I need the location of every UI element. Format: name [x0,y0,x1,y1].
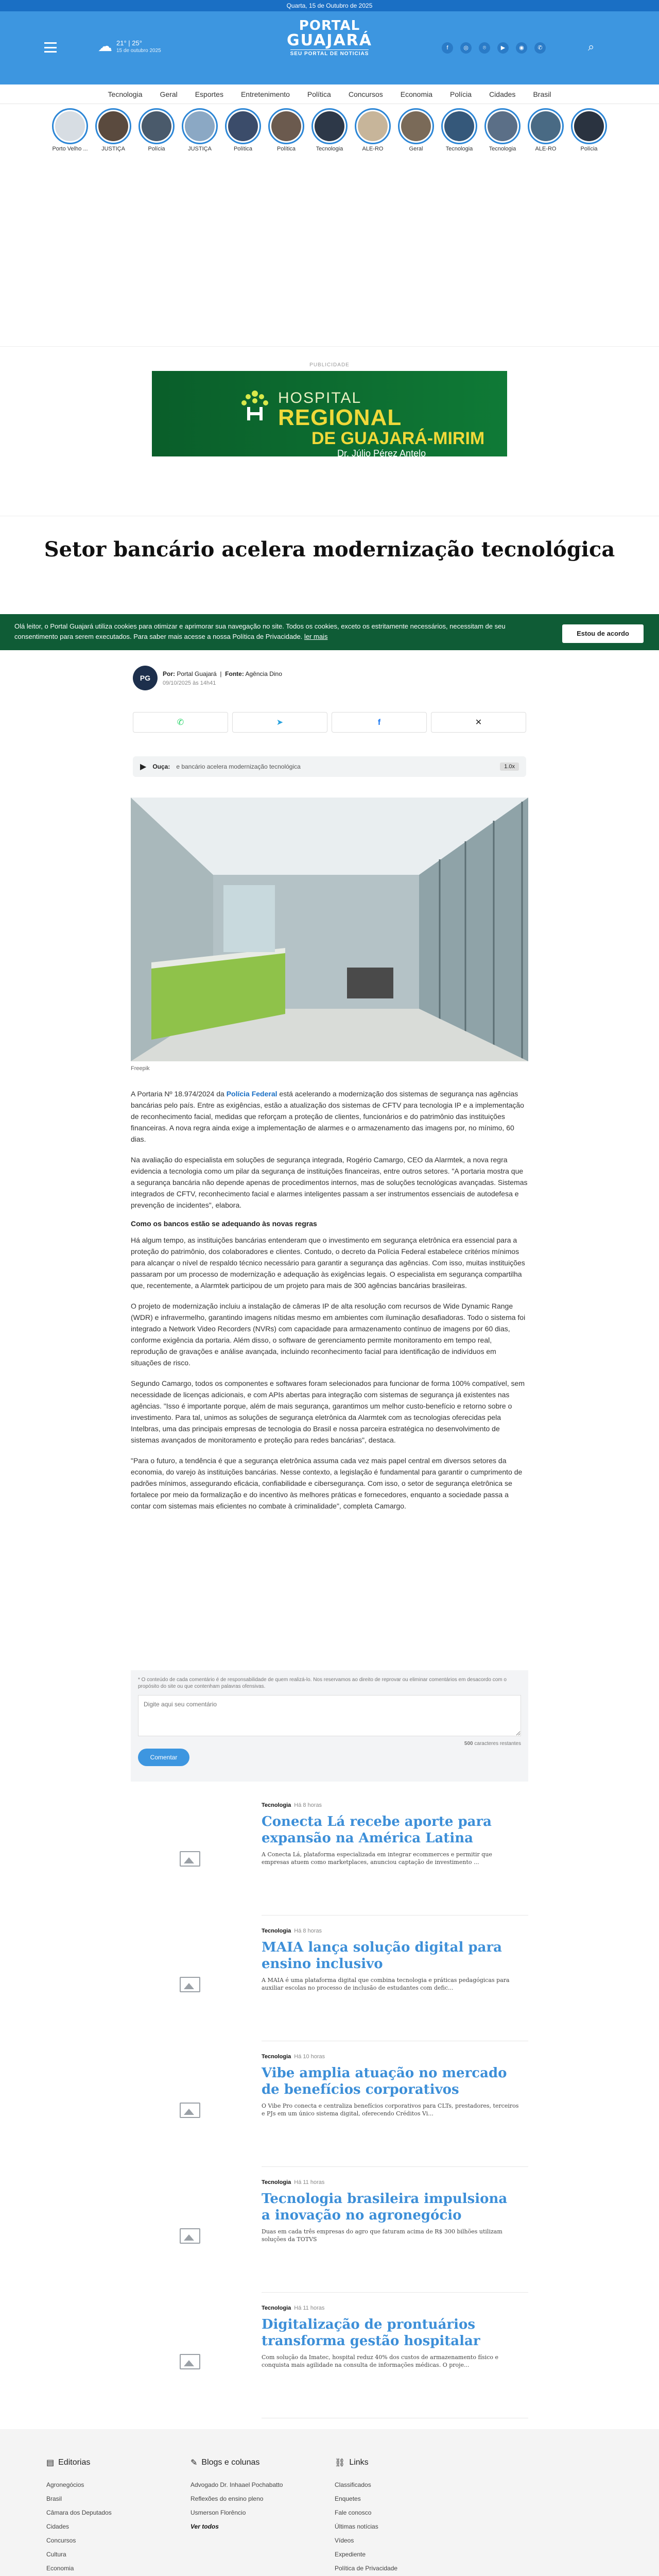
footer-link[interactable]: Usmerson Florêncio [190,2509,246,2516]
hospital-logo-icon [237,386,273,422]
news-category-line [262,2054,519,2060]
facebook-icon: f [377,718,381,727]
share-whatsapp-button[interactable] [133,712,228,733]
story-carousel [0,104,659,156]
news-category[interactable]: Tecnologia [262,2054,291,2060]
story-thumbnail [444,111,474,141]
source-prefix: Fonte: [225,670,244,677]
story-item[interactable] [354,108,391,156]
footer-blogs [190,2458,319,2534]
news-item[interactable] [131,2054,528,2167]
instagram-icon[interactable]: ◎ [460,42,472,54]
menu-icon[interactable] [44,42,57,53]
hospital-banner[interactable] [152,371,507,459]
story-ring [95,108,131,144]
story-label: JUSTIÇA [101,146,125,152]
temp-max: 25° [132,39,142,47]
story-item[interactable] [397,108,435,156]
banner-line-2: REGIONAL [278,405,402,430]
story-label: Polícia [148,146,165,152]
audio-player [133,756,526,777]
story-thumbnail [401,111,431,141]
cookie-banner [0,614,659,650]
weather-date: 15 de outubro 2025 [116,48,161,54]
news-thumbnail [131,2311,249,2412]
cookie-read-more-link[interactable]: ler mais [304,633,328,640]
newspaper-icon: ▤ [46,2459,55,2467]
paragraph-1 [131,1088,528,1145]
whatsapp-icon[interactable]: ✆ [534,42,546,54]
story-ring [52,108,88,144]
cloud-icon: ☁ [98,38,112,54]
news-thumbnail [131,2185,249,2286]
footer-col3-items [335,2478,463,2575]
news-time: Há 8 horas [294,1802,322,1808]
image-placeholder-icon [180,2228,200,2244]
source-name: Agência Dino [245,670,282,677]
story-ring [311,108,348,144]
story-label: JUSTIÇA [188,146,212,152]
news-category[interactable]: Tecnologia [262,2179,291,2185]
story-ring [398,108,434,144]
story-ring [484,108,521,144]
story-item[interactable] [51,108,89,156]
story-label: Tecnologia [489,146,516,152]
story-item[interactable] [441,108,478,156]
news-category-line [262,1802,519,1808]
publicity-tag: PUBLICIDADE [309,362,350,368]
story-thumbnail [142,111,171,141]
story-thumbnail [358,111,388,141]
search-icon[interactable]: ⌕ [588,40,595,53]
story-ring [441,108,477,144]
footer-link[interactable]: Expediente [335,2551,366,2558]
paragraph-2: Na avaliação do especialista em soluções de segurança integrada, Rogério Camargo, CEO da Alarmtek, a nova regra evidencia a tecnologia como um pilar da segurança de instituições financeiras, entre outros setores. "A portaria mostra que a segurança bancária não depende apenas de procedimentos internos, mas de soluções tecnológicas avançadas. Sistemas integrados de CFTV, reconhecimento facial e alarmes inteligentes passam a ser instrumentos essenciais de autodefesa e prevenção de incidentes", elabora. [131,1156,528,1209]
news-summary: Com solução da Imatec, hospital reduz 40% dos custos de armazenamento físico e conquista mais agilidade na consulta de informações médicas. O proje... [262,2354,499,2368]
telegram-icon: ➤ [276,718,284,727]
story-thumbnail [488,111,517,141]
banner-line-4: Dr. Júlio Pérez Antelo [337,448,426,459]
submit-comment-button[interactable]: Comentar [138,1749,189,1766]
news-category[interactable]: Tecnologia [262,1928,291,1934]
player-title: e bancário acelera modernização tecnológica [176,763,301,770]
story-item[interactable] [138,108,175,156]
news-divider [262,2166,528,2167]
author-prefix: Por: [163,670,175,677]
news-title[interactable]: Conecta Lá recebe aporte para expansão na América Latina [262,1814,492,1846]
link-icon: ⛓ [335,2459,345,2467]
paragraph-3: Há algum tempo, as instituições bancárias entenderam que o investimento em segurança eletrônica era essencial para a proteção do patrimônio, dos colaboradores e clientes. Contudo, o decreto da Polícia Federal estabelece critérios mínimos para alcançar o nível de respaldo técnico necessário para garantir a segurança das agências. Com isso, muitas instituições passaram por um processo de modernização e adequação às exigências legais. O especialista em segurança compartilha que, recentemente, a Alarmtek participou de um projeto para mais de 300 agências bancárias brasileiras. [131,1236,525,1290]
news-category-line [262,2179,519,2185]
story-ring [225,108,261,144]
footer-link[interactable]: Advogado Dr. Inhaael Pochabatto [190,2481,283,2488]
threads-icon[interactable]: ⌾ [479,42,490,54]
char-count: 500 [464,1741,473,1747]
author-name[interactable]: Portal Guajará [177,670,217,677]
top-date-bar [0,0,659,11]
footer-link[interactable]: Economia [46,2565,74,2572]
nav-concursos[interactable]: Concursos [348,90,383,98]
story-label: Geral [409,146,423,152]
article-body [131,1088,528,1521]
playback-speed[interactable]: 1.0x [500,762,519,771]
story-item[interactable] [224,108,262,156]
news-item[interactable] [131,2305,528,2418]
news-time: Há 11 horas [294,2179,325,2185]
story-item[interactable] [95,108,132,156]
nav-brasil[interactable]: Brasil [533,90,551,98]
social-links [442,42,546,54]
story-ring [138,108,175,144]
nav-tecnologia[interactable]: Tecnologia [108,90,143,98]
image-placeholder-icon [180,2103,200,2118]
story-label: Tecnologia [316,146,343,152]
story-thumbnail [185,111,215,141]
article-photo [131,798,528,1061]
image-placeholder-icon [180,2354,200,2369]
story-thumbnail [531,111,561,141]
story-thumbnail [228,111,258,141]
comment-section [131,1670,528,1782]
story-ring [355,108,391,144]
share-x-button[interactable] [431,712,526,733]
story-label: ALE-RO [535,146,557,152]
photo-credit: Freepik [131,1065,150,1072]
policia-federal-link[interactable]: Polícia Federal [226,1090,278,1098]
comment-input[interactable] [138,1695,521,1736]
share-telegram-button[interactable] [232,712,327,733]
footer-link[interactable]: Fale conosco [335,2509,372,2516]
story-label: Política [276,146,296,152]
footer-col2-title: Blogs e colunas [201,2458,260,2467]
news-item[interactable] [131,1802,528,1916]
paragraph-6: "Para o futuro, a tendência é que a segurança eletrônica assuma cada vez mais papel central em diversos setores da economia, do varejo às instituições bancárias. Nesse contexto, a legislação é fundamental para garantir o cumprimento de padrões mínimos, assegurando eficácia, confiabilidade e cibersegurança. Com isso, o setor de segurança eletrônica se fortalece por meio da formalização e do incentivo às melhores práticas e fornecedores, enquanto a sociedade passa a contar com sistemas mais eficientes no combate à criminalidade", completa Camargo. [131,1456,523,1510]
site-logo[interactable] [275,19,384,58]
news-summary: O Vibe Pro conecta e centraliza benefícios corporativos para CLTs, prestadores, terceiros e PJs em um único sistema digital, oferecendo Créditos Vi... [262,2103,519,2117]
nav-politica[interactable]: Política [307,90,331,98]
nav-cidades[interactable]: Cidades [489,90,516,98]
banner-line-1: HOSPITAL [278,389,362,406]
story-thumbnail [98,111,128,141]
tiktok-icon[interactable]: ◉ [516,42,527,54]
footer-link[interactable]: Últimas notícias [335,2523,378,2530]
footer-link[interactable]: Concursos [46,2537,76,2544]
story-ring [182,108,218,144]
x-icon: ✕ [475,718,482,727]
player-label: Ouça: [152,763,170,770]
story-item[interactable] [268,108,305,156]
story-label: Tecnologia [445,146,473,152]
story-ring [268,108,304,144]
youtube-icon[interactable]: ▶ [497,42,509,54]
nav-entretenimento[interactable]: Entretenimento [240,90,290,98]
paragraph-4: O projeto de modernização incluiu a instalação de câmeras IP de alta resolução com recursos de Wide Dynamic Range (WDR) e infravermelho, garantindo imagens nítidas mesmo em ambientes com iluminação desafiadoras. Todo o sistema foi integrado a Network Video Recorders (NVRs) com capacidade para armazenamento contínuo de imagens por 60 dias, conforme exigência da portaria. Além disso, o software de gerenciamento permite monitoramento em tempo real, reprodução de gravações e análise avançada, incluindo reconhecimento facial para identificação de indivíduos em situações de risco. [131,1302,526,1367]
temp-min: 21° [116,39,127,47]
footer-col2-items [190,2478,319,2520]
story-thumbnail [271,111,301,141]
news-time: Há 10 horas [294,2054,325,2060]
facebook-icon[interactable]: f [442,42,453,54]
article-meta: PG Por: Portal Guajará | Fonte: Agência Dino 09/10/2025 às 14h41 [133,666,282,690]
whatsapp-icon: ✆ [177,718,184,727]
news-category-line [262,1928,519,1934]
paragraph-5: Segundo Camargo, todos os componentes e softwares foram selecionados para funcionar de forma 100% compatível, sem necessidade de licenças adicionais, e com APIs abertas para integração com sistemas de segurança já existentes nas agências. "Isso é importante porque, além de mais segurança, garantimos um melhor custo-benefício e retorno sobre o investimento. Para tal, unimos as soluções de segurança eletrônica da Alarmtek com as tecnologias oferecidas pela Intelbras, uma das principais empresas de tecnologia do Brasil e nossa parceira estratégica no desenvolvimento de sistemas avançados de monitoramento e proteção para redes bancárias", destaca. [131,1379,525,1444]
footer-editorias [46,2458,175,2576]
news-summary: A Conecta Lá, plataforma especializada em integrar ecommerces e permitir que empresas atuem como marketplaces, anunciou captação de investimento ... [262,1851,492,1866]
news-thumbnail [131,2060,249,2161]
story-label: Polícia [580,146,598,152]
ad-placeholder [0,156,659,346]
banner-line-3: DE GUAJARÁ-MIRIM [311,429,485,448]
footer-link[interactable]: Brasil [46,2495,62,2502]
nav-economia[interactable]: Economia [400,90,433,98]
story-item[interactable] [311,108,348,156]
story-label: ALE-RO [362,146,384,152]
story-ring [528,108,564,144]
footer-link[interactable]: Classificados [335,2481,371,2488]
weather-widget: ☁ 21° | 25° 15 de outubro 2025 [98,38,161,54]
news-summary: A MAIA é uma plataforma digital que combina tecnologia e práticas pedagógicas para auxiliar escolas no processo de inclusão de estudantes com defic... [262,1977,510,1991]
article-subheading: Como os bancos estão se adequando às novas regras [131,1219,317,1228]
footer-link[interactable]: Cultura [46,2551,66,2558]
cookie-text: Olá leitor, o Portal Guajará utiliza cookies para otimizar e aprimorar sua navegação no site. Todos os cookies, exceto os estritamente necessários, necessitam de seu consentimento para serem executados. Para saber mais acesse a nossa Política de Privacidade. [14,622,506,640]
news-category-line [262,2305,519,2311]
news-thumbnail [131,1934,249,2035]
logo-line-2: GUAJARÁ [287,31,372,49]
footer-link[interactable]: Cidades [46,2523,70,2530]
pen-icon: ✎ [190,2459,198,2467]
share-facebook-button[interactable] [332,712,427,733]
story-item[interactable] [527,108,564,156]
char-counter [138,1741,521,1747]
share-buttons [133,712,526,733]
image-placeholder-icon [180,1977,200,1992]
news-category[interactable]: Tecnologia [262,1802,291,1808]
paragraph-1-end: está acelerando a modernização dos sistemas de segurança nas agências bancárias pelo país. Entre as exigências, estão a atualização dos sistemas de CFTV para tecnologia IP e a implementação de reconhecimento facial, medidas que reforçam a proteção de clientes, funcionários e do patrimônio das instituições financeiras. A nova regra ainda exige a implementação de alarmes e o armazenamento das imagens por, no mínimo, 60 dias. [131,1090,524,1143]
story-label: Porto Velho ... [52,146,88,152]
footer-link[interactable]: Vídeos [335,2537,354,2544]
footer-col1-items [46,2478,175,2576]
comment-disclaimer: * O conteúdo de cada comentário é de responsabilidade de quem realizá-lo. Nos reservamos ao direito de reprovar ou eliminar comentários em desacordo com o propósito do site ou que contenham palavras ofensivas. [138,1677,507,1689]
story-thumbnail [315,111,344,141]
nav-policia[interactable]: Polícia [450,90,472,98]
story-thumbnail [55,111,85,141]
footer-links [335,2458,463,2576]
play-icon[interactable]: ▶ [140,762,147,771]
news-divider [262,2292,528,2293]
story-thumbnail [574,111,604,141]
news-time: Há 8 horas [294,1928,322,1934]
news-summary: Duas em cada três empresas do agro que faturam acima de R$ 300 bilhões utilizam soluções da TOTVS [262,2228,502,2243]
news-thumbnail [131,1808,249,1909]
paragraph-1-start: A Portaria Nº 18.974/2024 da [131,1090,227,1098]
story-item[interactable] [570,108,608,156]
article-title: Setor bancário acelera modernização tecnológica [44,537,615,562]
footer-col2-more[interactable]: Ver todos [190,2523,219,2530]
char-count-label: caracteres restantes [474,1741,521,1747]
footer-link[interactable]: Enquetes [335,2495,361,2502]
site-footer [0,2429,659,2576]
news-title[interactable]: Vibe amplia atuação no mercado de benefícios corporativos [262,2065,507,2097]
footer-link[interactable]: Câmara dos Deputados [46,2509,112,2516]
cookie-accept-button[interactable]: Estou de acordo [562,624,644,643]
footer-link[interactable]: Agronegócios [46,2481,84,2488]
news-item[interactable] [131,2179,528,2293]
image-placeholder-icon [180,1851,200,1867]
nav-geral[interactable]: Geral [160,90,178,98]
news-item[interactable] [131,1928,528,2041]
footer-col3-title: Links [349,2458,369,2467]
story-label: Política [233,146,253,152]
footer-link[interactable]: Política de Privacidade [335,2565,398,2572]
publish-date: 09/10/2025 às 14h41 [163,680,216,686]
news-category[interactable]: Tecnologia [262,2305,291,2311]
category-nav [0,84,659,104]
news-divider [262,1915,528,1916]
publicity-section [0,346,659,516]
nav-esportes[interactable]: Esportes [195,90,223,98]
author-avatar: PG [133,666,158,690]
footer-link[interactable]: Reflexões do ensino pleno [190,2495,264,2502]
story-item[interactable] [484,108,521,156]
current-date: Quarta, 15 de Outubro de 2025 [286,2,373,9]
footer-col1-title: Editorias [58,2458,91,2467]
news-title[interactable]: Tecnologia brasileira impulsiona a inovação no agronegócio [262,2191,508,2223]
news-time: Há 11 horas [294,2305,325,2311]
news-title[interactable]: MAIA lança solução digital para ensino inclusivo [262,1940,502,1972]
story-ring [571,108,607,144]
logo-line-1: PORTAL [299,18,360,33]
bank-interior-image [131,798,528,1061]
logo-tagline: SEU PORTAL DE NOTICIAS [290,49,369,57]
news-title[interactable]: Digitalização de prontuários transforma gestão hospitalar [262,2317,480,2349]
story-item[interactable] [181,108,218,156]
site-header [0,11,659,84]
